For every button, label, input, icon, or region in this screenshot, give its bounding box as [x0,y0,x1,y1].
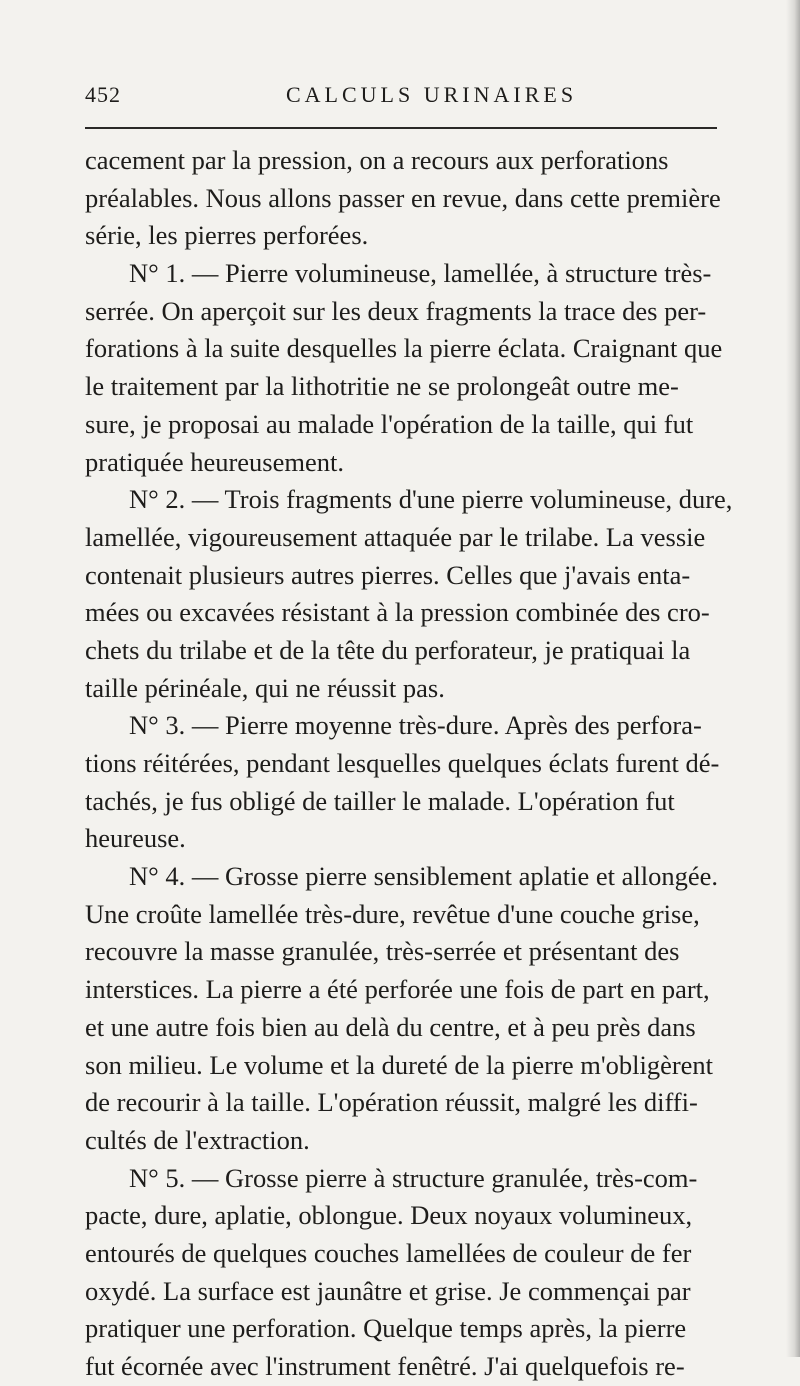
text-line: pratiquer une perforation. Quelque temps après, la pierre [85,1313,687,1344]
paragraph-start-line: N° 3. — Pierre moyenne très-dure. Après des perfora- [129,710,702,741]
page-header [85,82,715,116]
text-line: lamellée, vigoureusement attaquée par le trilabe. La vessie [85,521,706,552]
text-line: recouvre la masse granulée, très-serrée et présentant des [85,936,680,967]
text-line: tachés, je fus obligé de tailler le malade. L'opération fut [85,785,675,816]
text-line: mées ou excavées résistant à la pression combinée des cro- [85,597,710,628]
text-line: cacement par la pression, on a recours aux perforations [85,145,669,175]
page-edge-shadow [786,0,800,1357]
running-title: CALCULS URINAIRES [286,82,578,107]
text-line: série, les pierres perforées. [85,220,369,251]
text-line: entourés de quelques couches lamellées de couleur de fer [85,1237,692,1268]
body-text [85,142,737,1386]
paragraph-start-line: N° 5. — Grosse pierre à structure granulée, très-com- [129,1162,698,1193]
text-line: de recourir à la taille. L'opération réussit, malgré les diffi- [85,1087,698,1118]
paragraph-start-line: N° 1. — Pierre volumineuse, lamellée, à structure très- [129,258,712,289]
text-line: serrée. On aperçoit sur les deux fragments la trace des per- [85,295,707,326]
text-line: taille périnéale, qui ne réussit pas. [85,672,445,703]
paragraph-start-line: N° 4. — Grosse pierre sensiblement aplatie et allongée. [129,861,718,892]
text-line: tions réitérées, pendant lesquelles quelques éclats furent dé- [85,748,720,778]
text-line: préalables. Nous allons passer en revue, dans cette première [85,182,721,213]
text-line: oxydé. La surface est jaunâtre et grise. Je commençai par [85,1275,691,1306]
text-line: sure, je proposai au malade l'opération de la taille, qui fut [85,408,694,439]
page-number: 452 [85,82,121,107]
paragraph-start-line: N° 2. — Trois fragments d'une pierre volumineuse, dure, [129,484,733,515]
text-line: fut écornée avec l'instrument fenêtré. J'ai quelquefois re- [85,1351,685,1381]
text-line: pacte, dure, aplatie, oblongue. Deux noyaux volumineux, [85,1200,693,1231]
text-line: heureuse. [85,823,186,854]
text-line: et une autre fois bien au delà du centre, et à peu près dans [85,1011,696,1042]
text-line: contenait plusieurs autres pierres. Celles que j'avais enta- [85,559,691,590]
text-line: interstices. La pierre a été perforée une fois de part en part, [85,974,710,1005]
text-line: cultés de l'extraction. [85,1124,310,1155]
text-line: son milieu. Le volume et la dureté de la pierre m'obligèrent [85,1049,714,1080]
text-line: chets du trilabe et de la tête du perforateur, je pratiquai la [85,634,691,665]
text-line: pratiquée heureusement. [85,446,344,477]
header-rule [85,127,717,129]
text-line: le traitement par la lithotritie ne se prolongeât outre me- [85,371,679,402]
text-line: forations à la suite desquelles la pierre éclata. Craignant que [85,333,723,364]
text-line: Une croûte lamellée très-dure, revêtue d'une couche grise, [85,898,700,929]
